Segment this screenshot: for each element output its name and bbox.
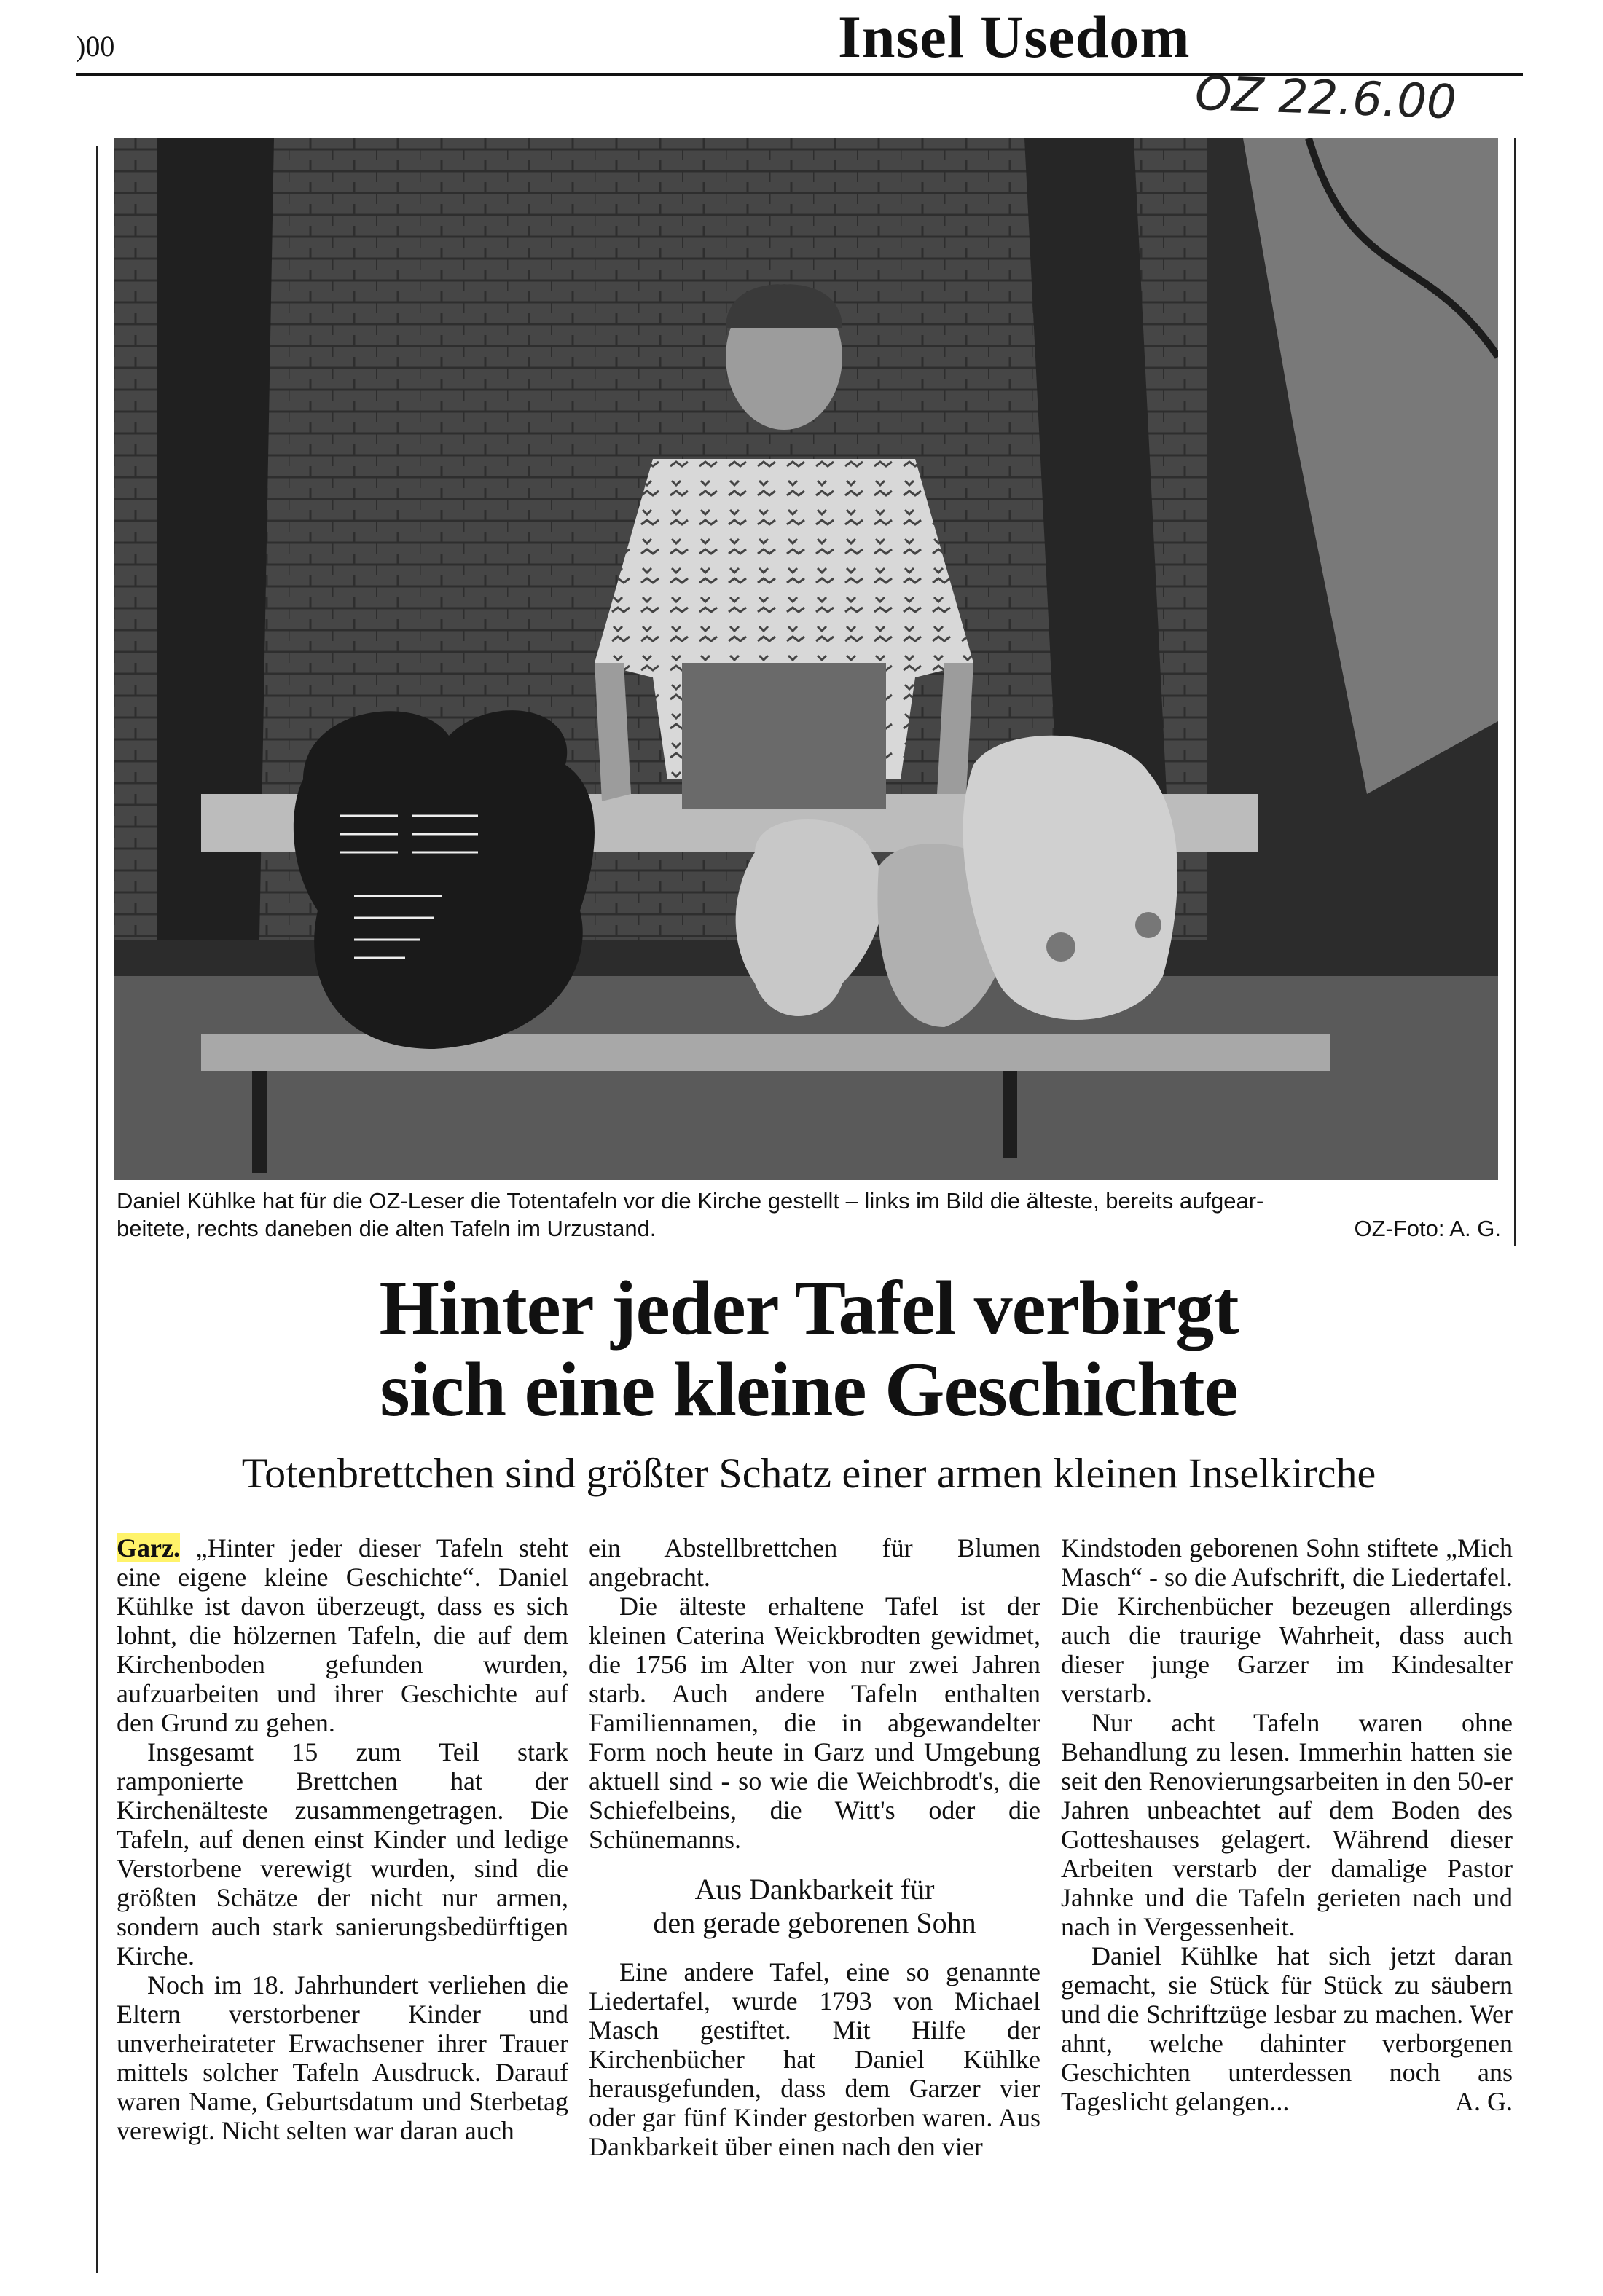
- intermediate-heading: [589, 1873, 1040, 1940]
- paragraph-text: „Hinter jeder dieser Tafeln steht eine eigene kleine Geschichte“. Daniel Kühlke ist davon überzeugt, dass es sich lohnt, die hölzernen Tafeln, die auf dem Kirchenboden gefunden wurden, aufzuarbeiten und ihrer Geschichte auf den Grund zu gehen.: [117, 1533, 568, 1737]
- interhead-line-1: Aus Dankbarkeit für: [694, 1873, 935, 1906]
- paragraph: Insgesamt 15 zum Teil stark ramponierte Brettchen hat der Kirchenälteste zusammengetragen. Die Tafeln, auf denen einst Kinder und ledige Verstorbene verewigt wurden, sind die größten Schätze der nicht nur armen, sondern auch stark sanierungsbedürftigen Kirche.: [117, 1737, 568, 1970]
- paragraph: [1061, 1941, 1513, 2116]
- article-column-1: [117, 1533, 568, 2145]
- interhead-line-2: den gerade geborenen Sohn: [653, 1906, 976, 1939]
- paragraph-text: Daniel Kühlke hat sich jetzt daran gemacht, sie Stück für Stück zu säubern und die Schriftzüge lesbar zu machen. Wer ahnt, welche dahinter verborgenen Geschichten unterdessen noch ans Tageslicht gelangen...: [1061, 1941, 1513, 2116]
- paragraph: Noch im 18. Jahrhundert verliehen die Eltern verstorbener Kinder und unverheirateter Erwachsener ihrer Trauer mittels solcher Tafeln Ausdruck. Darauf waren Name, Geburtsdatum und Sterbetag verewigt. Nicht selten war daran auch: [117, 1970, 568, 2145]
- headline-line-2: sich eine kleine Geschichte: [380, 1347, 1238, 1432]
- article-column-2: [589, 1533, 1040, 2161]
- headline-line-1: Hinter jeder Tafel verbirgt: [379, 1265, 1239, 1351]
- article-subheadline: Totenbrettchen sind größter Schatz einer armen kleinen Inselkirche: [241, 1450, 1376, 1497]
- article-column-3: [1061, 1533, 1513, 2116]
- article-headline: [117, 1267, 1501, 1431]
- photo-caption: [117, 1187, 1501, 1243]
- photo-credit: OZ-Foto: A. G.: [1354, 1216, 1501, 1241]
- left-margin-rule: [96, 146, 98, 2273]
- caption-line-2: beitete, rechts daneben die alten Tafeln im Urzustand.: [117, 1216, 657, 1241]
- paragraph: Kindstoden geborenen Sohn stiftete „Mich Masch“ - so die Aufschrift, die Liedertafel. Die Kirchenbücher bezeugen allerdings auch die traurige Wahrheit, dass auch dieser junge Garzer im Kindesalter verstarb.: [1061, 1533, 1513, 1708]
- author-initials: A. G.: [1455, 2087, 1513, 2116]
- paragraph: Nur acht Tafeln waren ohne Behandlung zu lesen. Immerhin hatten sie seit den Renovierungsarbeiten in den 50-er Jahren unbeachtet auf dem Boden des Gotteshauses gelagert. Während dieser Arbeiten verstarb der damalige Pastor Jahnke und die Tafeln gerieten nach und nach in Vergessenheit.: [1061, 1708, 1513, 1941]
- caption-line-1: Daniel Kühlke hat für die OZ-Leser die Totentafeln vor die Kirche gestellt – links im Bild die älteste, bereits aufgear-: [117, 1188, 1264, 1214]
- paragraph: ein Abstellbrettchen für Blumen angebracht.: [589, 1533, 1040, 1592]
- dateline: Garz.: [117, 1533, 180, 1562]
- paragraph: Eine andere Tafel, eine so genannte Liedertafel, wurde 1793 von Michael Masch gestiftet. Mit Hilfe der Kirchenbücher hat Daniel Kühlke herausgefunden, dass dem Garzer vier oder gar fünf Kinder gestorben waren. Aus Dankbarkeit über einen nach den vier: [589, 1957, 1040, 2161]
- paragraph: Die älteste erhaltene Tafel ist der kleinen Caterina Weickbrodten gewidmet, die 1756 im Alter von nur zwei Jahren starb. Auch andere Tafeln enthalten Familiennamen, die in abgewandelter Form noch heute in Garz und Umgebung aktuell sind - so wie die Weichbrodt's, die Schiefelbeins, die Witt's oder die Schünemanns.: [589, 1592, 1040, 1854]
- right-margin-rule: [1514, 138, 1516, 1246]
- article-photo: [114, 138, 1498, 1180]
- page-number: )00: [76, 30, 115, 63]
- section-title: Insel Usedom: [838, 4, 1191, 70]
- handwritten-date-note: OZ 22.6.00: [1194, 66, 1458, 130]
- paragraph: [117, 1533, 568, 1737]
